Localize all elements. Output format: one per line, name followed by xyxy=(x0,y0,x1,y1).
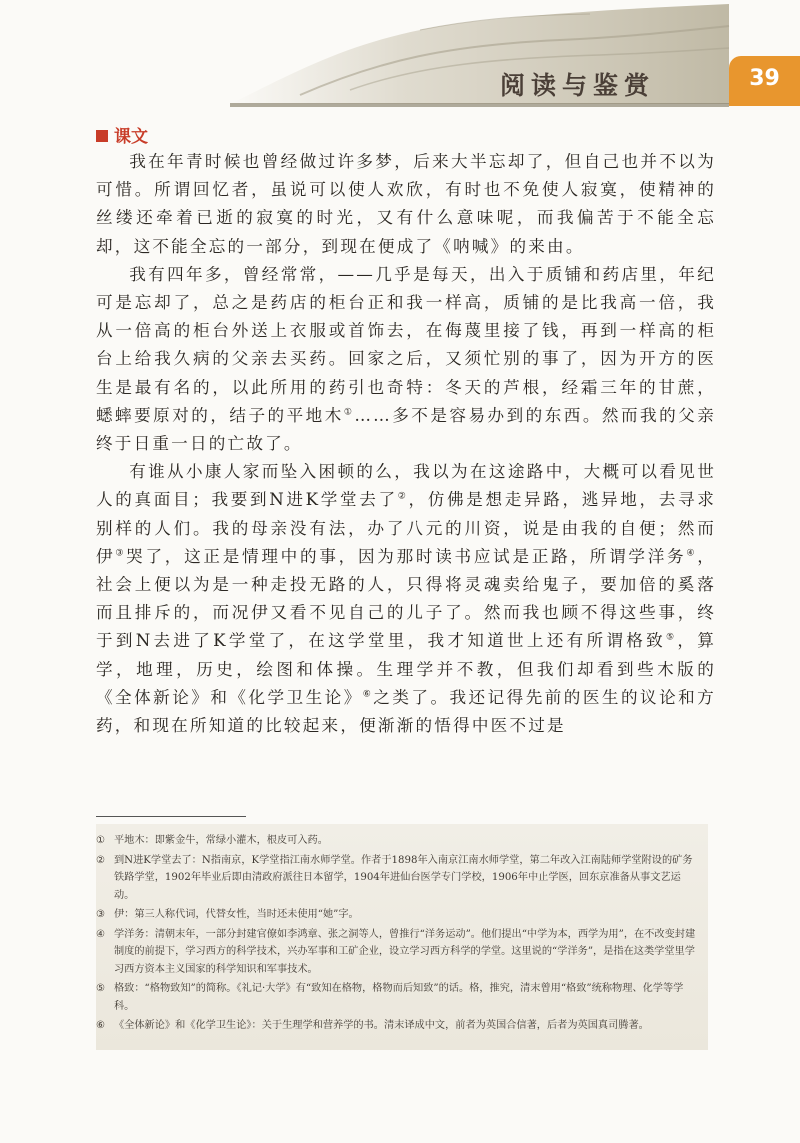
footnote-text: 平地木：即紫金牛，常绿小灌木，根皮可入药。 xyxy=(114,835,328,846)
footnotes-panel xyxy=(96,824,708,1050)
footnote-ref[interactable]: ⑤ xyxy=(665,632,678,643)
footnote-ref[interactable]: ② xyxy=(397,491,409,502)
article-body xyxy=(96,148,716,740)
footnote-text: 伊：第三人称代词，代替女性，当时还未使用“她”字。 xyxy=(114,909,359,920)
footnote-mark: ⑥ xyxy=(96,1020,106,1031)
paragraph-3: 有谁从小康人家而坠入困顿的么，我以为在这途路中，大概可以看见世人的真面目；我要到N进K学堂去了②，仿佛是想走异路，逃异地，去寻求别样的人们。我的母亲没有法，办了八元的川资，说是由我的自便；然而伊③哭了，这正是情理中的事，因为那时读书应试是正路，所谓学洋务④，社会上便以为是一种走投无路的人，只得将灵魂卖给鬼子，要加倍的奚落而且排斥的，而况伊又看不见自己的儿子了。然而我也顾不得这些事，终于到N去进了K学堂了，在这学堂里，我才知道世上还有所谓格致⑤，算学，地理，历史，绘图和体操。生理学并不教，但我们却看到些木版的《全体新论》和《化学卫生论》⑥之类了。我还记得先前的医生的议论和方药，和现在所知道的比较起来，便渐渐的悟得中医不过是 xyxy=(96,462,716,736)
footnote-mark: ② xyxy=(96,854,106,866)
footnote-text: 学洋务：清朝末年，一部分封建官僚如李鸿章、张之洞等人，曾推行“洋务运动”。他们提出“中学为本，西学为用”，在不改变封建制度的前提下，学习西方的科学技术，兴办军事和工矿企业，设立学习西方科学的学堂。这里说的“学洋务”，是指在这类学堂里学习西方资本主义国家的科学知识和军事技术。 xyxy=(114,928,696,975)
footnote-ref[interactable]: ① xyxy=(343,407,355,418)
section-label: 课文 xyxy=(114,127,148,147)
footnote-mark: ⑤ xyxy=(96,983,106,994)
footnote-item xyxy=(96,1017,708,1035)
footnote-text: 《全体新论》和《化学卫生论》：关于生理学和营养学的书。清末译成中文，前者为英国合信著，后者为英国真司腾著。 xyxy=(114,1020,649,1031)
footnote-ref[interactable]: ③ xyxy=(115,548,127,559)
page-number: 39 xyxy=(749,66,780,91)
footnote-mark: ③ xyxy=(96,909,106,920)
paragraph-2: 我有四年多，曾经常常，——几乎是每天，出入于质铺和药店里，年纪可是忘却了，总之是药店的柜台正和我一样高，质铺的是比我高一倍，我从一倍高的柜台外送上衣服或首饰去，在侮蔑里接了钱，再到一样高的柜台上给我久病的父亲去买药。回家之后，又须忙别的事了，因为开方的医生是最有名的，以此所用的药引也奇特：冬天的芦根，经霜三年的甘蔗，蟋蟀要原对的，结子的平地木①……多不是容易办到的东西。然而我的父亲终于日重一日的亡故了。 xyxy=(96,264,716,454)
footnote-item xyxy=(96,852,708,905)
footnote-ref[interactable]: ⑥ xyxy=(362,689,374,700)
section-square-icon xyxy=(96,130,108,142)
page-number-badge xyxy=(729,56,800,106)
footnote-mark: ① xyxy=(96,835,106,846)
footnote-ref[interactable]: ④ xyxy=(686,548,698,559)
footnote-text: 格致：“格物致知”的简称。《礼记·大学》有“致知在格物，格物而后知致”的话。格，推究，清末曾用“格致”统称物理、化学等学科。 xyxy=(114,983,684,1012)
footnote-item xyxy=(96,906,708,924)
footnote-item xyxy=(96,980,708,1015)
section-heading xyxy=(96,122,148,147)
footnote-mark: ④ xyxy=(96,928,106,940)
paragraph-1: 我在年青时候也曾经做过许多梦，后来大半忘却了，但自己也并不以为可惜。所谓回忆者，虽说可以使人欢欣，有时也不免使人寂寞，使精神的丝缕还牵着已逝的寂寞的时光，又有什么意味呢，而我偏苦于不能全忘却，这不能全忘的一部分，到现在便成了《呐喊》的来由。 xyxy=(96,152,716,256)
footnote-text: 到N进K学堂去了：N指南京，K学堂指江南水师学堂。作者于1898年入南京江南水师学堂，第二年改入江南陆师学堂附设的矿务铁路学堂，1902年毕业后即由清政府派往日本留学，1904年进仙台医学专门学校，1906年中止学医，回东京准备从事文艺运动。 xyxy=(114,854,693,901)
page-header xyxy=(0,0,800,112)
page-title: 阅读与鉴赏 xyxy=(500,71,656,100)
footnote-item xyxy=(96,926,708,979)
footnote-item xyxy=(96,832,708,850)
footnote-divider xyxy=(96,816,246,817)
